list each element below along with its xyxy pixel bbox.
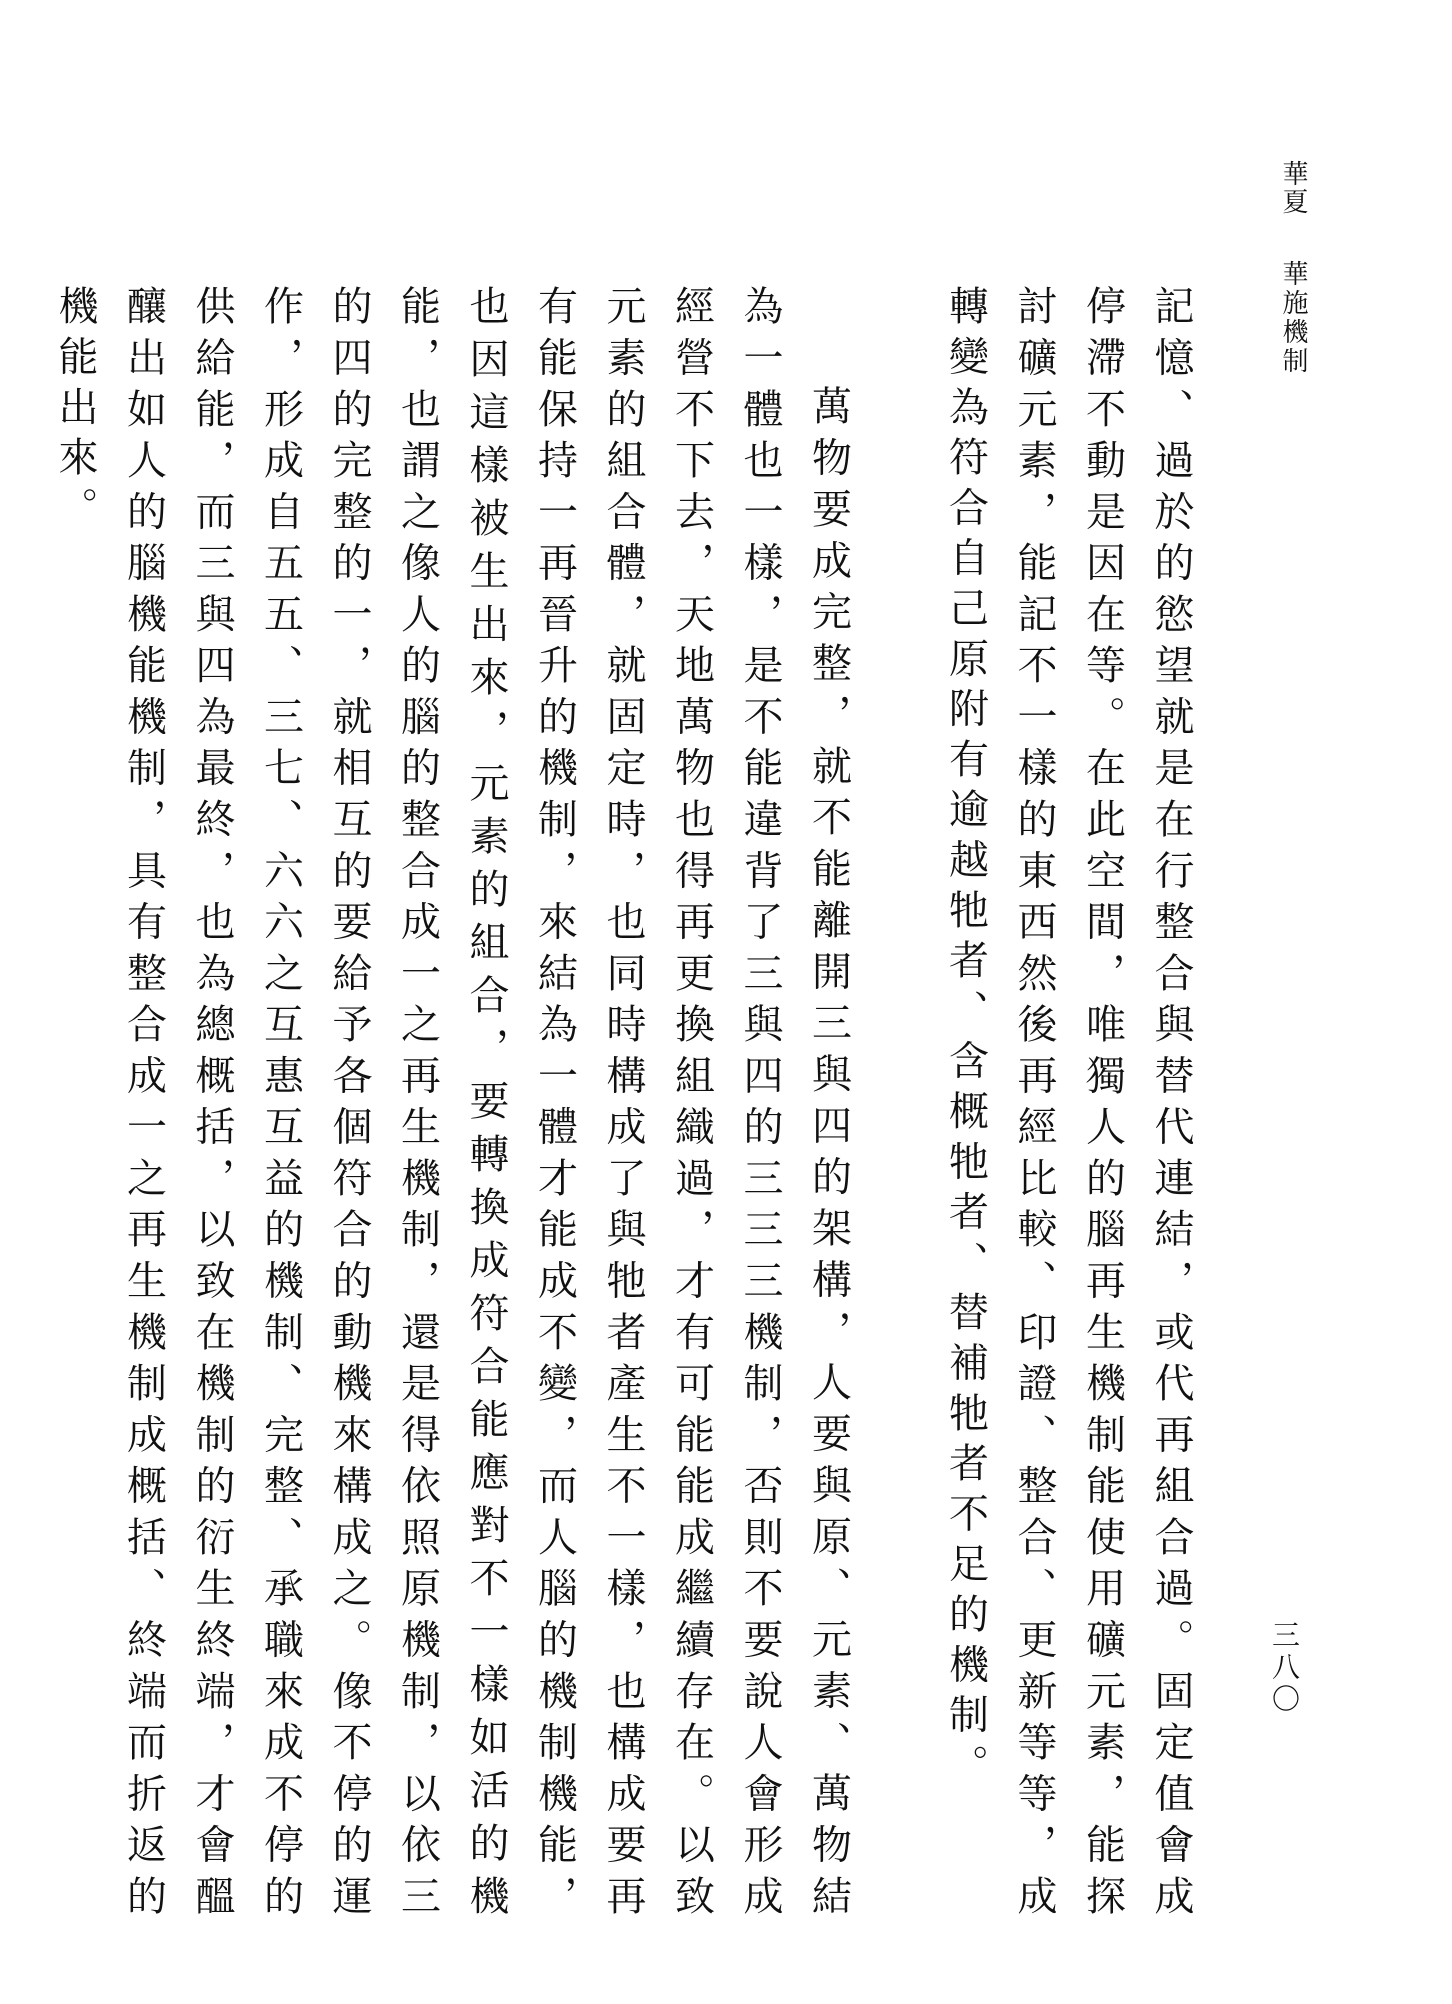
chapter-title: 華施機制 — [1278, 260, 1308, 376]
body-text — [52, 285, 1205, 1925]
page-number: 三八〇 — [1268, 1620, 1301, 1716]
paragraph-1: 記憶、過於的慾望就是在行整合與替代連結，或代再組合過。固定值會成停滯不動是因在等。在此空間，唯獨人的腦再生機制能使用礦元素，能探討礦元素，能記不一樣的東西然後再經比較、印證、整合、更新等等，成轉變為符合自己原附有逾越牠者、含概牠者、替補牠者不足的機制。 — [942, 285, 1194, 1925]
running-header — [1258, 160, 1318, 420]
book-title: 華夏 — [1278, 160, 1308, 216]
paragraph-2: 萬物要成完整，就不能離開三與四的架構，人要與原、元素、萬物結為一體也一樣，是不能違背了三與四的三三三機制，否則不要說人會形成經營不下去，天地萬物也得再更換組織過，才有可能能成繼續存在。以致元素的組合體，就固定時，也同時構成了與牠者產生不一樣，也構成要再有能保持一再晉升的機制，來結為一體才能成不變，而人腦的機制機能，也因這樣被生出來，元素的組合，要轉換成符合能應對不一樣如活的機能，也謂之像人的腦的整合成一之再生機制，還是得依照原機制，以依三的四的完整的一，就相互的要給予各個符合的動機來構成之。像不停的運作，形成自五五、三七、六六之互惠互益的機制、完整、承職來成不停的供給能，而三與四為最終，也為總概括，以致在機制的衍生終端，才會醞釀出如人的腦機能機制，具有整合成一之再生機制成概括、終端而折返的機能出來。 — [52, 285, 852, 1925]
